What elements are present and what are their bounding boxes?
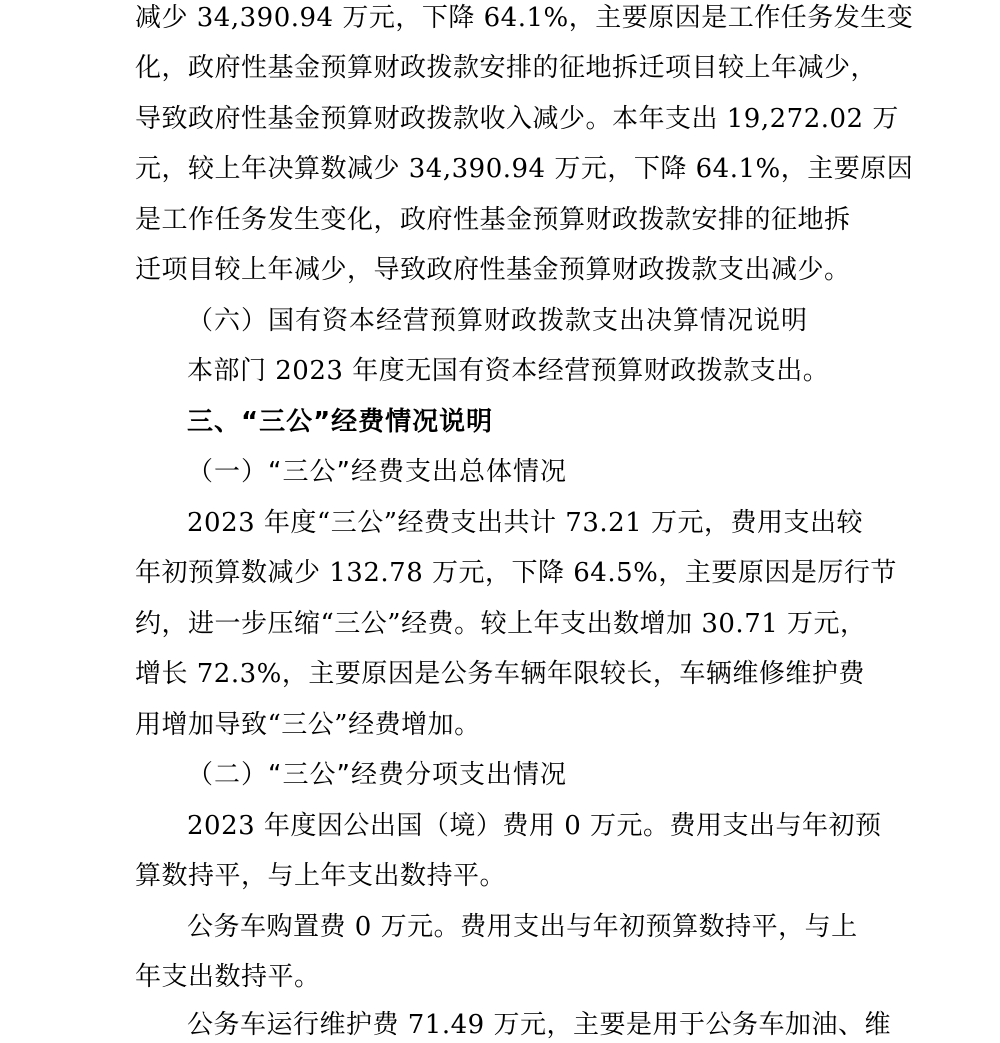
paragraph-line: 2023 年度“三公”经费支出共计 73.21 万元，费用支出较 — [187, 508, 863, 538]
paragraph-line: 元，较上年决算数减少 34,390.94 万元，下降 64.1%，主要原因 — [135, 154, 914, 184]
paragraph-line: 增长 72.3%，主要原因是公务车辆年限较长，车辆维修维护费 — [135, 659, 865, 689]
section-heading: 三、“三公”经费情况说明 — [187, 407, 494, 437]
paragraph-line: 减少 34,390.94 万元，下降 64.1%，主要原因是工作任务发生变 — [135, 3, 914, 33]
section-subheading: （一）“三公”经费支出总体情况 — [187, 457, 567, 487]
paragraph-line: 公务车购置费 0 万元。费用支出与年初预算数持平，与上 — [187, 912, 858, 942]
paragraph-line: 2023 年度因公出国（境）费用 0 万元。费用支出与年初预 — [187, 811, 882, 841]
paragraph-line: 化，政府性基金预算财政拨款安排的征地拆迁项目较上年减少， — [135, 53, 878, 83]
paragraph-line: 用增加导致“三公”经费增加。 — [135, 710, 481, 740]
paragraph-line: 约，进一步压缩“三公”经费。较上年支出数增加 30.71 万元， — [135, 609, 867, 639]
paragraph-line: 算数持平，与上年支出数持平。 — [135, 861, 507, 891]
paragraph-line: 本部门 2023 年度无国有资本经营预算财政拨款支出。 — [187, 356, 830, 386]
paragraph-line: 迁项目较上年减少，导致政府性基金预算财政拨款支出减少。 — [135, 255, 851, 285]
section-subheading: （二）“三公”经费分项支出情况 — [187, 760, 567, 790]
paragraph-line: 年支出数持平。 — [135, 962, 321, 992]
paragraph-line: 是工作任务发生变化，政府性基金预算财政拨款安排的征地拆 — [135, 205, 851, 235]
section-subheading: （六）国有资本经营预算财政拨款支出决算情况说明 — [187, 306, 809, 336]
paragraph-line: 年初预算数减少 132.78 万元，下降 64.5%，主要原因是厉行节 — [135, 558, 897, 588]
paragraph-line: 公务车运行维护费 71.49 万元，主要是用于公务车加油、维 — [187, 1010, 891, 1040]
paragraph-line: 导致政府性基金预算财政拨款收入减少。本年支出 19,272.02 万 — [135, 104, 899, 134]
